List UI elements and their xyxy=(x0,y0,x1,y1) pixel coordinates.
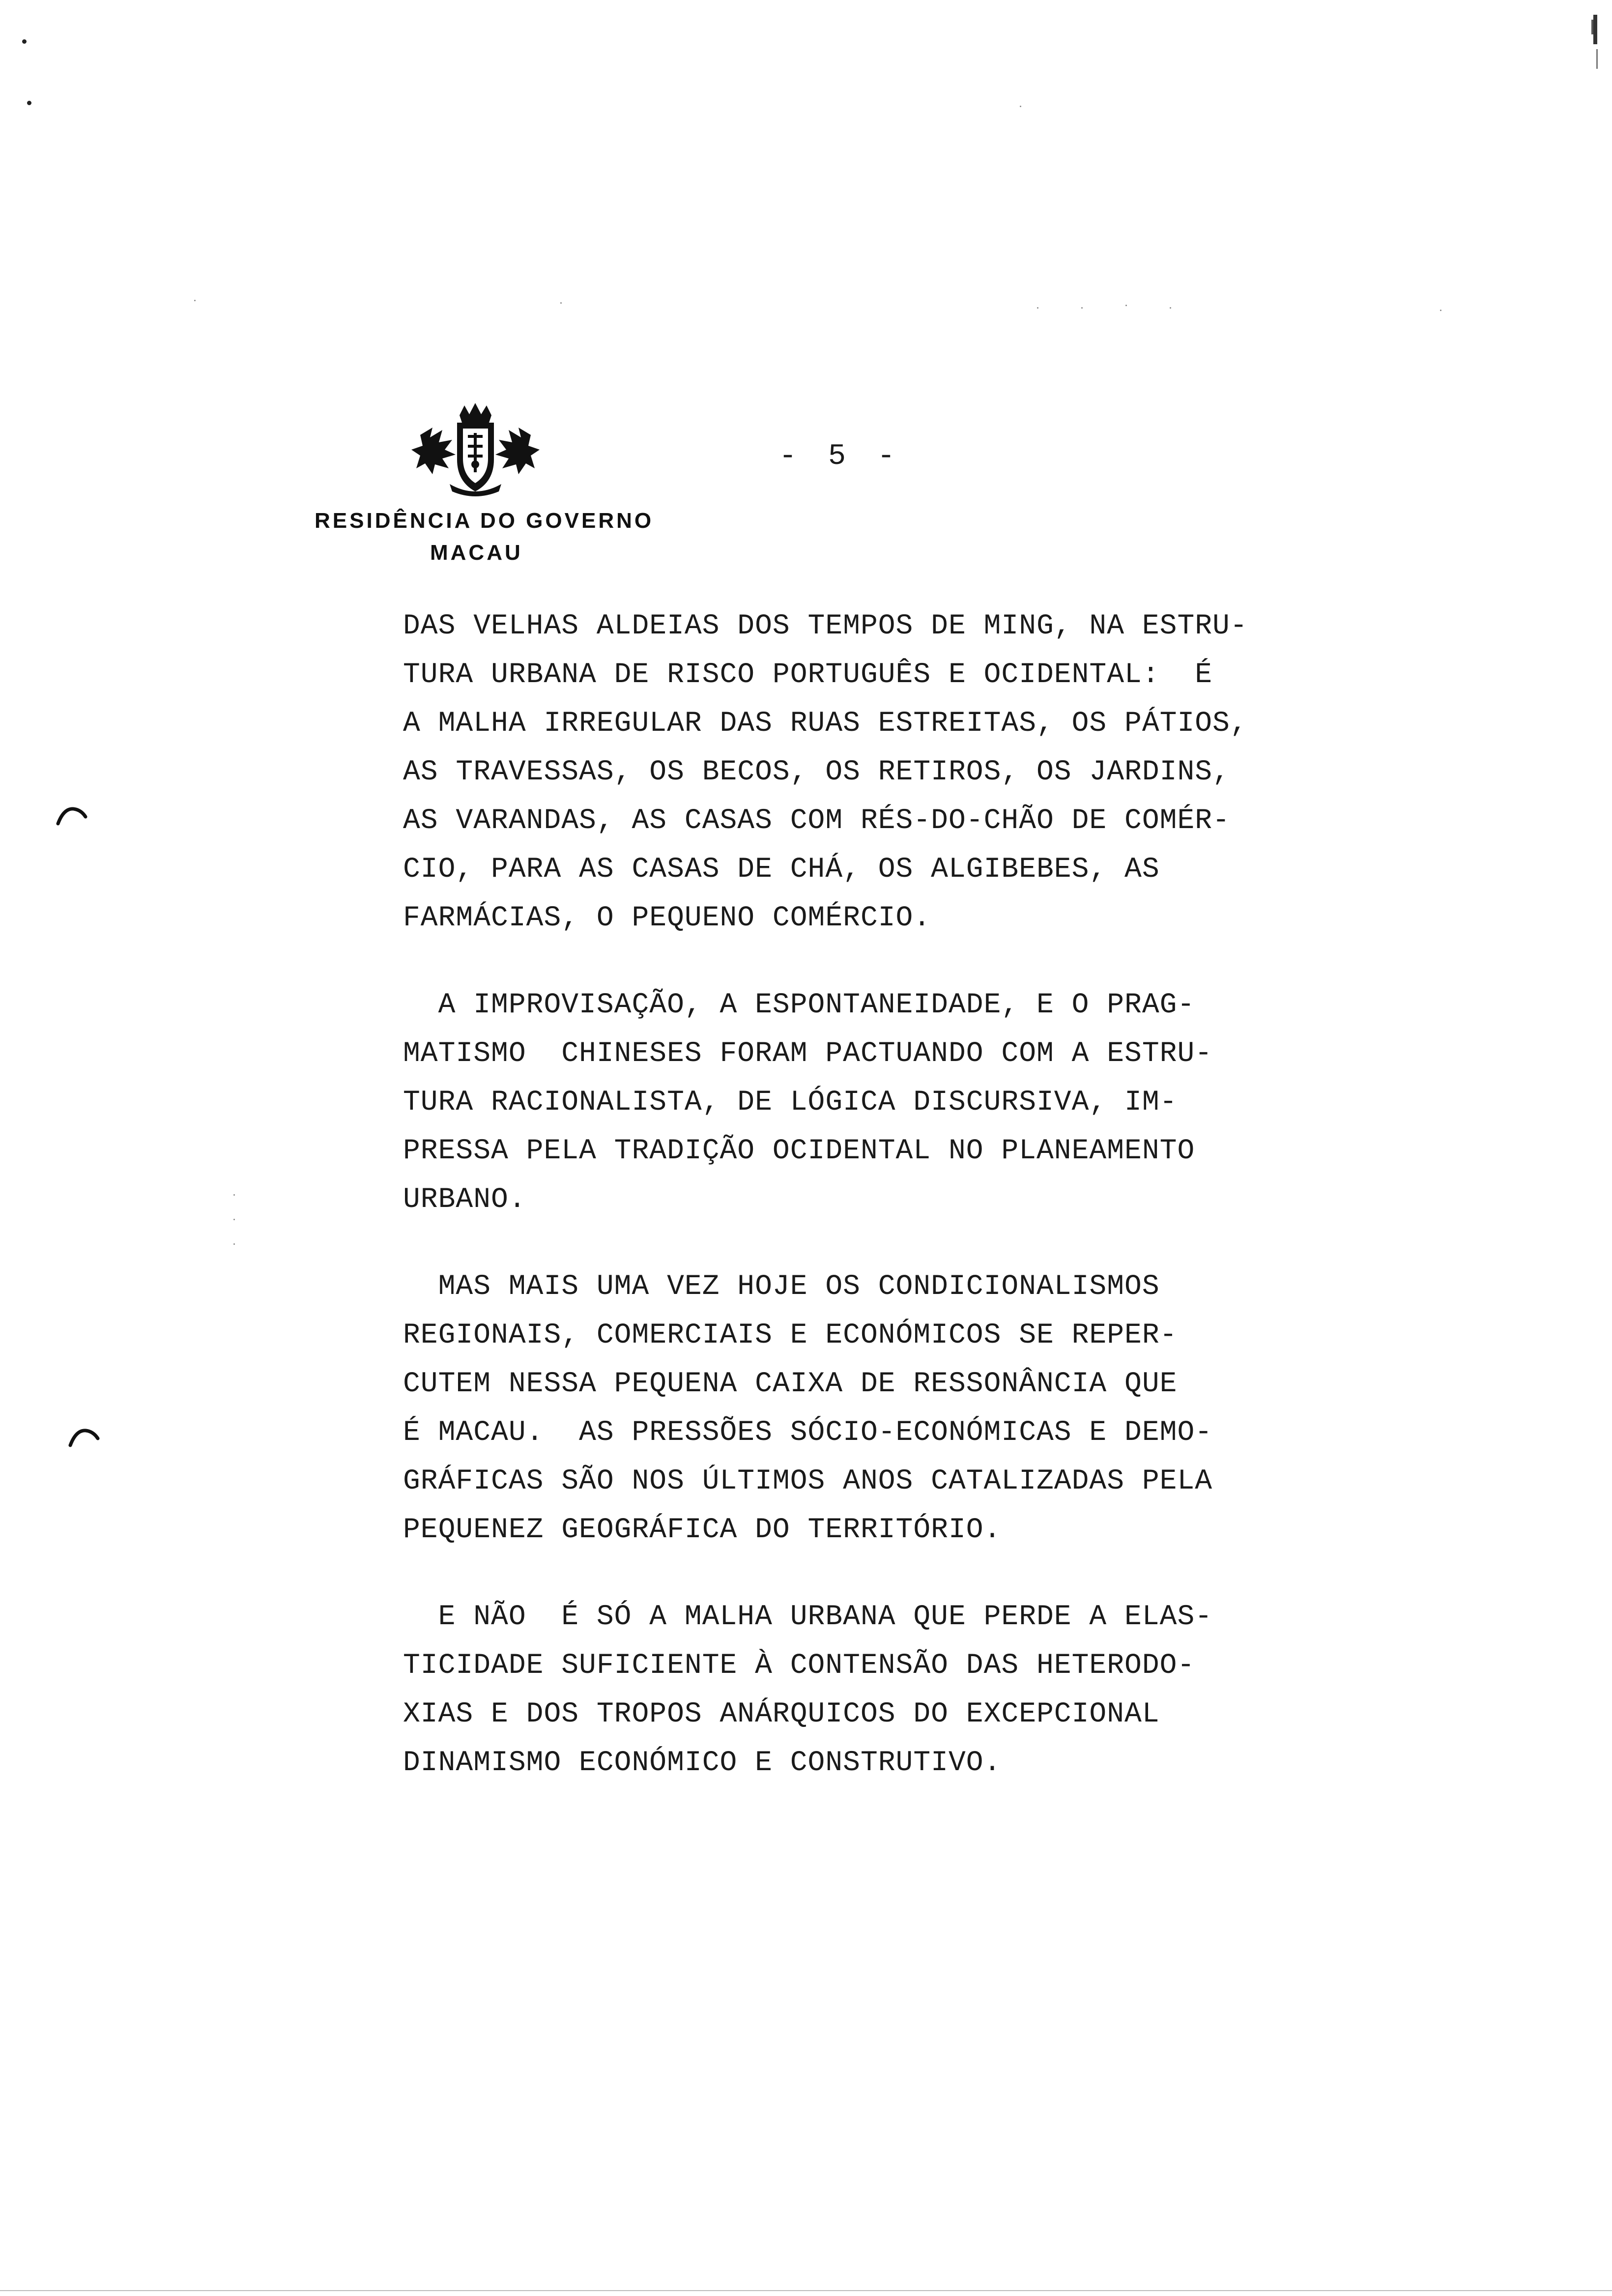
scan-speck xyxy=(233,1243,235,1245)
scan-speck xyxy=(233,1194,235,1196)
scan-speck xyxy=(1037,307,1038,309)
text-line: MATISMO CHINESES FORAM PACTUANDO COM A ESTRU- xyxy=(403,1038,1213,1070)
text-line: CUTEM NESSA PEQUENA CAIXA DE RESSONÂNCIA QUE xyxy=(403,1368,1178,1400)
text-line: CIO, PARA AS CASAS DE CHÁ, OS ALGIBEBES, AS xyxy=(403,854,1160,886)
scan-dot xyxy=(27,101,31,105)
text-line: E NÃO É SÓ A MALHA URBANA QUE PERDE A ELAS- xyxy=(403,1601,1213,1633)
text-line: URBANO. xyxy=(403,1184,526,1216)
page-number: - 5 - xyxy=(779,440,902,473)
text-line: PRESSA PELA TRADIÇÃO OCIDENTAL NO PLANEAMENTO xyxy=(403,1135,1195,1167)
text-line: REGIONAIS, COMERCIAIS E ECONÓMICOS SE REPER- xyxy=(403,1320,1178,1351)
organization-name: RESIDÊNCIA DO GOVERNO xyxy=(315,509,654,533)
text-line: FARMÁCIAS, O PEQUENO COMÉRCIO. xyxy=(403,902,931,934)
scan-speck xyxy=(1440,310,1441,311)
text-line: AS VARANDAS, AS CASAS COM RÉS-DO-CHÃO DE COMÉR- xyxy=(403,805,1230,837)
scan-speck xyxy=(233,1219,235,1220)
scan-dot xyxy=(22,39,27,44)
text-line: A MALHA IRREGULAR DAS RUAS ESTREITAS, OS PÁTIOS, xyxy=(403,708,1248,740)
text-line: MAS MAIS UMA VEZ HOJE OS CONDICIONALISMOS xyxy=(403,1271,1160,1303)
text-line: AS TRAVESSAS, OS BECOS, OS RETIROS, OS JARDINS, xyxy=(403,756,1230,788)
text-line: GRÁFICAS SÃO NOS ÚLTIMOS ANOS CATALIZADAS PELA xyxy=(403,1465,1213,1497)
scan-speck xyxy=(1170,307,1171,309)
scan-speck xyxy=(1020,106,1021,107)
scan-speck xyxy=(194,300,196,301)
text-line: DINAMISMO ECONÓMICO E CONSTRUTIVO. xyxy=(403,1747,1002,1779)
text-line: PEQUENEZ GEOGRÁFICA DO TERRITÓRIO. xyxy=(403,1514,1002,1546)
text-line: TICIDADE SUFICIENTE À CONTENSÃO DAS HETERODO- xyxy=(403,1650,1195,1682)
scan-speck xyxy=(1081,307,1083,309)
paragraph-4 xyxy=(403,1593,1386,1787)
text-line: A IMPROVISAÇÃO, A ESPONTANEIDADE, E O PRAG- xyxy=(403,989,1195,1021)
text-line: TURA RACIONALISTA, DE LÓGICA DISCURSIVA, IM- xyxy=(403,1087,1178,1119)
text-line: XIAS E DOS TROPOS ANÁRQUICOS DO EXCEPCIONAL xyxy=(403,1698,1160,1730)
text-line: DAS VELHAS ALDEIAS DOS TEMPOS DE MING, NA ESTRU- xyxy=(403,610,1248,642)
paragraph-2 xyxy=(403,981,1386,1224)
text-line: É MACAU. AS PRESSÕES SÓCIO-ECONÓMICAS E DEMO- xyxy=(403,1417,1213,1449)
paragraph-3 xyxy=(403,1263,1386,1554)
bottom-edge-rule xyxy=(0,2290,1612,2291)
margin-bracket-icon xyxy=(66,1428,101,1447)
coat-of-arms-icon xyxy=(410,401,541,499)
scan-speck xyxy=(560,302,562,304)
document-body xyxy=(403,602,1386,1826)
scan-speck xyxy=(1125,305,1127,306)
text-line: TURA URBANA DE RISCO PORTUGUÊS E OCIDENTAL: É xyxy=(403,659,1213,691)
corner-scan-mark-icon xyxy=(1586,10,1601,84)
paragraph-1 xyxy=(403,602,1386,943)
margin-bracket-icon xyxy=(54,806,88,826)
organization-location: MACAU xyxy=(430,541,523,565)
